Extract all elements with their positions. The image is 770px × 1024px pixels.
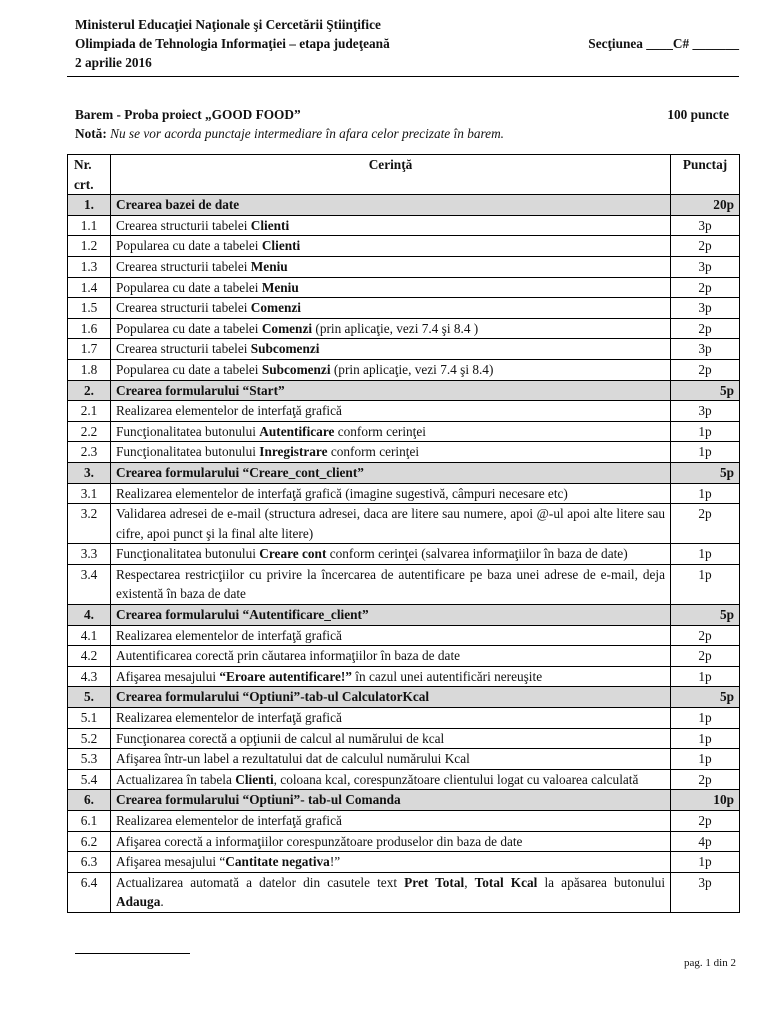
plain-text: Funcţionalitatea butonului: [116, 444, 260, 460]
olympiad-line: Olimpiada de Tehnologia Informaţiei – etapa judeţeană: [75, 36, 390, 51]
requirement-text: [111, 339, 671, 360]
requirement-text: [111, 728, 671, 749]
points-value: 2p: [671, 625, 740, 646]
points-value: 10p: [671, 790, 740, 811]
header-nr: Nr. crt.: [68, 155, 111, 195]
row-number: 3.3: [68, 544, 111, 565]
requirement-text: [111, 831, 671, 852]
row-number: 3.1: [68, 483, 111, 504]
header-punctaj: Punctaj: [671, 155, 740, 195]
table-row: [68, 277, 740, 298]
points-value: 2p: [671, 236, 740, 257]
plain-text: Validarea adresei de e-mail (structura adresei, daca are litere sau numere, apoi @-ul apoi alte litere sau cifre, apoi punct şi la final alte litere): [116, 506, 665, 541]
points-value: 2p: [671, 318, 740, 339]
requirement-text: [111, 687, 671, 708]
points-value: 20p: [671, 195, 740, 216]
points-value: 5p: [671, 462, 740, 483]
date-line: 2 aprilie 2016: [75, 55, 152, 70]
plain-text: (prin aplicaţie, vezi 7.4 şi 8.4): [330, 361, 494, 377]
table-row: [68, 872, 740, 912]
plain-text: Funcţionarea corectă a opţiunii de calcul al numărului de kcal: [116, 730, 445, 746]
plain-text: Actualizarea automată a datelor din casutele text: [116, 874, 405, 890]
requirement-text: [111, 790, 671, 811]
requirement-text: [111, 442, 671, 463]
requirement-text: [111, 625, 671, 646]
requirement-text: [111, 298, 671, 319]
plain-text: Realizarea elementelor de interfaţă grafică: [116, 403, 342, 419]
row-number: 6.4: [68, 872, 111, 912]
emphasis-text: Meniu: [250, 258, 288, 274]
plain-text: !”: [329, 854, 341, 870]
requirement-text: [111, 236, 671, 257]
table-row: [68, 359, 740, 380]
row-number: 6.3: [68, 852, 111, 873]
points-value: 2p: [671, 359, 740, 380]
points-value: 3p: [671, 256, 740, 277]
note-text: Nu se vor acorda punctaje intermediare în afara celor precizate în barem.: [110, 126, 505, 141]
requirement-text: [111, 666, 671, 687]
points-value: 1p: [671, 442, 740, 463]
emphasis-text: Clienti: [261, 238, 301, 254]
requirement-text: [111, 544, 671, 565]
section-row: [68, 462, 740, 483]
barem-block: [75, 105, 729, 143]
row-number: 4.: [68, 605, 111, 626]
plain-text: Realizarea elementelor de interfaţă grafică: [116, 813, 342, 828]
plain-text: conform cerinţei (salvarea informaţiilor în baza de date): [326, 546, 628, 562]
section-row: [68, 790, 740, 811]
row-number: 3.: [68, 462, 111, 483]
row-number: 6.2: [68, 831, 111, 852]
requirement-text: [111, 872, 671, 912]
table-row: [68, 442, 740, 463]
row-number: 1.6: [68, 318, 111, 339]
emphasis-text: Autentificare: [259, 423, 335, 439]
emphasis-text: Adauga: [116, 894, 161, 910]
row-number: 4.2: [68, 646, 111, 667]
table-row: [68, 769, 740, 790]
requirement-text: [111, 749, 671, 770]
barem-title: Barem - Proba proiect „GOOD FOOD”: [75, 107, 301, 122]
row-number: 3.2: [68, 504, 111, 544]
plain-text: conform cerinţei: [334, 423, 426, 439]
requirement-text: [111, 421, 671, 442]
plain-text: Realizarea elementelor de interfaţă grafică: [116, 627, 342, 643]
row-number: 6.1: [68, 811, 111, 832]
points-value: 1p: [671, 483, 740, 504]
document-header: [75, 15, 739, 72]
plain-text: Popularea cu date a tabelei: [116, 361, 262, 377]
header-divider: [67, 76, 739, 77]
row-number: 2.: [68, 380, 111, 401]
table-row: [68, 749, 740, 770]
page-number: pag. 1 din 2: [684, 957, 736, 969]
requirement-text: [111, 401, 671, 422]
row-number: 2.1: [68, 401, 111, 422]
plain-text: Crearea formularului “Start”: [116, 382, 285, 398]
plain-text: Realizarea elementelor de interfaţă grafică (imagine sugestivă, câmpuri necesare etc): [116, 485, 568, 501]
points-value: 4p: [671, 831, 740, 852]
row-number: 4.1: [68, 625, 111, 646]
note-label: Notă:: [75, 126, 107, 141]
plain-text: Funcţionalitatea butonului: [116, 546, 260, 562]
requirement-text: [111, 646, 671, 667]
plain-text: Crearea bazei de date: [116, 197, 240, 213]
plain-text: Afişarea mesajului “: [116, 854, 226, 870]
table-row: [68, 708, 740, 729]
points-value: 2p: [671, 769, 740, 790]
table-row: [68, 831, 740, 852]
emphasis-text: Pret Total: [404, 874, 465, 890]
requirement-text: [111, 215, 671, 236]
table-row: [68, 728, 740, 749]
table-row: [68, 339, 740, 360]
table-row: [68, 564, 740, 604]
points-value: 2p: [671, 277, 740, 298]
footnote-rule: [75, 953, 190, 954]
table-row: [68, 318, 740, 339]
plain-text: Popularea cu date a tabelei: [116, 238, 262, 254]
row-number: 1.: [68, 195, 111, 216]
plain-text: Crearea formularului “Autentificare_client”: [116, 607, 369, 623]
table-row: [68, 625, 740, 646]
scoring-table: [67, 154, 740, 913]
plain-text: Funcţionalitatea butonului: [116, 423, 260, 439]
table-row: [68, 256, 740, 277]
table-row: [68, 236, 740, 257]
row-number: 2.3: [68, 442, 111, 463]
emphasis-text: Subcomenzi: [261, 361, 331, 377]
row-number: 4.3: [68, 666, 111, 687]
table-row: [68, 401, 740, 422]
row-number: 5.2: [68, 728, 111, 749]
requirement-text: [111, 359, 671, 380]
row-number: 1.8: [68, 359, 111, 380]
plain-text: ,: [464, 874, 475, 890]
plain-text: Crearea structurii tabelei: [116, 300, 251, 316]
points-value: 3p: [671, 298, 740, 319]
requirement-text: [111, 462, 671, 483]
plain-text: , coloana kcal, corespunzătoare clientului logat cu valoarea calculată: [273, 771, 639, 787]
requirement-text: [111, 483, 671, 504]
requirement-text: [111, 504, 671, 544]
row-number: 1.1: [68, 215, 111, 236]
plain-text: Popularea cu date a tabelei: [116, 320, 262, 336]
emphasis-text: “Eroare autentificare!”: [219, 668, 352, 684]
plain-text: Crearea formularului “Creare_cont_client”: [116, 464, 364, 480]
points-value: 2p: [671, 811, 740, 832]
table-row: [68, 421, 740, 442]
requirement-text: [111, 708, 671, 729]
section-label: Secţiunea ____C# _______: [588, 36, 739, 51]
points-value: 1p: [671, 708, 740, 729]
points-value: 3p: [671, 872, 740, 912]
row-number: 1.7: [68, 339, 111, 360]
points-value: 1p: [671, 666, 740, 687]
plain-text: Crearea formularului “Optiuni”- tab-ul Comanda: [116, 792, 401, 808]
table-header-row: [68, 155, 740, 195]
plain-text: Crearea structurii tabelei: [116, 217, 251, 233]
table-row: [68, 544, 740, 565]
plain-text: (prin aplicaţie, vezi 7.4 şi 8.4 ): [312, 320, 479, 336]
emphasis-text: Clienti: [250, 217, 290, 233]
table-row: [68, 215, 740, 236]
requirement-text: [111, 277, 671, 298]
emphasis-text: Comenzi: [250, 300, 301, 316]
emphasis-text: Cantitate negativa: [225, 854, 330, 870]
emphasis-text: Inregistrare: [259, 444, 328, 460]
row-number: 1.4: [68, 277, 111, 298]
total-points: 100 puncte: [667, 107, 729, 122]
emphasis-text: Comenzi: [261, 320, 313, 336]
ministry-line: Ministerul Educaţiei Naţionale şi Cercetării Ştiinţifice: [75, 17, 381, 32]
points-value: 1p: [671, 749, 740, 770]
emphasis-text: Meniu: [261, 279, 299, 295]
points-value: 1p: [671, 852, 740, 873]
row-number: 5.4: [68, 769, 111, 790]
plain-text: Actualizarea în tabela: [116, 771, 236, 787]
points-value: 1p: [671, 728, 740, 749]
plain-text: Respectarea restricţiilor cu privire la încercarea de autentificare pe baza unei adrese de e-mail, deja existentă în baza de date: [116, 566, 665, 602]
requirement-text: [111, 256, 671, 277]
points-value: 5p: [671, 380, 740, 401]
requirement-text: [111, 852, 671, 873]
requirement-text: [111, 195, 671, 216]
points-value: 5p: [671, 687, 740, 708]
plain-text: Autentificarea corectă prin căutarea informaţiilor în baza de date: [116, 648, 461, 664]
table-row: [68, 852, 740, 873]
plain-text: Realizarea elementelor de interfaţă grafică: [116, 710, 342, 726]
table-row: [68, 646, 740, 667]
table-row: [68, 504, 740, 544]
plain-text: .: [160, 894, 164, 910]
row-number: 1.2: [68, 236, 111, 257]
plain-text: Afişarea într-un label a rezultatului dat de calculul numărului Kcal: [116, 751, 470, 767]
points-value: 1p: [671, 421, 740, 442]
points-value: 3p: [671, 215, 740, 236]
plain-text: Crearea structurii tabelei: [116, 341, 251, 357]
row-number: 1.5: [68, 298, 111, 319]
section-row: [68, 195, 740, 216]
requirement-text: [111, 769, 671, 790]
points-value: 1p: [671, 564, 740, 604]
emphasis-text: Total Kcal: [474, 874, 538, 890]
table-row: [68, 666, 740, 687]
requirement-text: [111, 564, 671, 604]
table-row: [68, 298, 740, 319]
barem-note: [75, 124, 729, 143]
requirement-text: [111, 811, 671, 832]
table-body: [68, 195, 740, 913]
plain-text: Afişarea corectă a informaţiilor corespunzătoare produselor din baza de date: [116, 833, 523, 849]
row-number: 3.4: [68, 564, 111, 604]
emphasis-text: Clienti: [235, 771, 274, 787]
row-number: 5.: [68, 687, 111, 708]
requirement-text: [111, 318, 671, 339]
row-number: 6.: [68, 790, 111, 811]
plain-text: Crearea formularului “Optiuni”-tab-ul CalculatorKcal: [116, 689, 430, 705]
header-cerinta: Cerinţă: [111, 155, 671, 195]
emphasis-text: Subcomenzi: [250, 341, 320, 357]
points-value: 5p: [671, 605, 740, 626]
points-value: 1p: [671, 544, 740, 565]
table-row: [68, 483, 740, 504]
plain-text: Afişarea mesajului: [116, 668, 220, 684]
row-number: 2.2: [68, 421, 111, 442]
section-row: [68, 687, 740, 708]
row-number: 5.3: [68, 749, 111, 770]
points-value: 2p: [671, 646, 740, 667]
plain-text: Popularea cu date a tabelei: [116, 279, 262, 295]
emphasis-text: Creare cont: [259, 546, 327, 562]
requirement-text: [111, 605, 671, 626]
requirement-text: [111, 380, 671, 401]
row-number: 1.3: [68, 256, 111, 277]
section-row: [68, 380, 740, 401]
points-value: 2p: [671, 504, 740, 544]
points-value: 3p: [671, 339, 740, 360]
plain-text: în cazul unei autentificări nereuşite: [351, 668, 543, 684]
plain-text: Crearea structurii tabelei: [116, 258, 251, 274]
points-value: 3p: [671, 401, 740, 422]
plain-text: conform cerinţei: [327, 444, 420, 460]
section-row: [68, 605, 740, 626]
plain-text: la apăsarea butonului: [537, 874, 666, 890]
table-row: [68, 811, 740, 832]
row-number: 5.1: [68, 708, 111, 729]
